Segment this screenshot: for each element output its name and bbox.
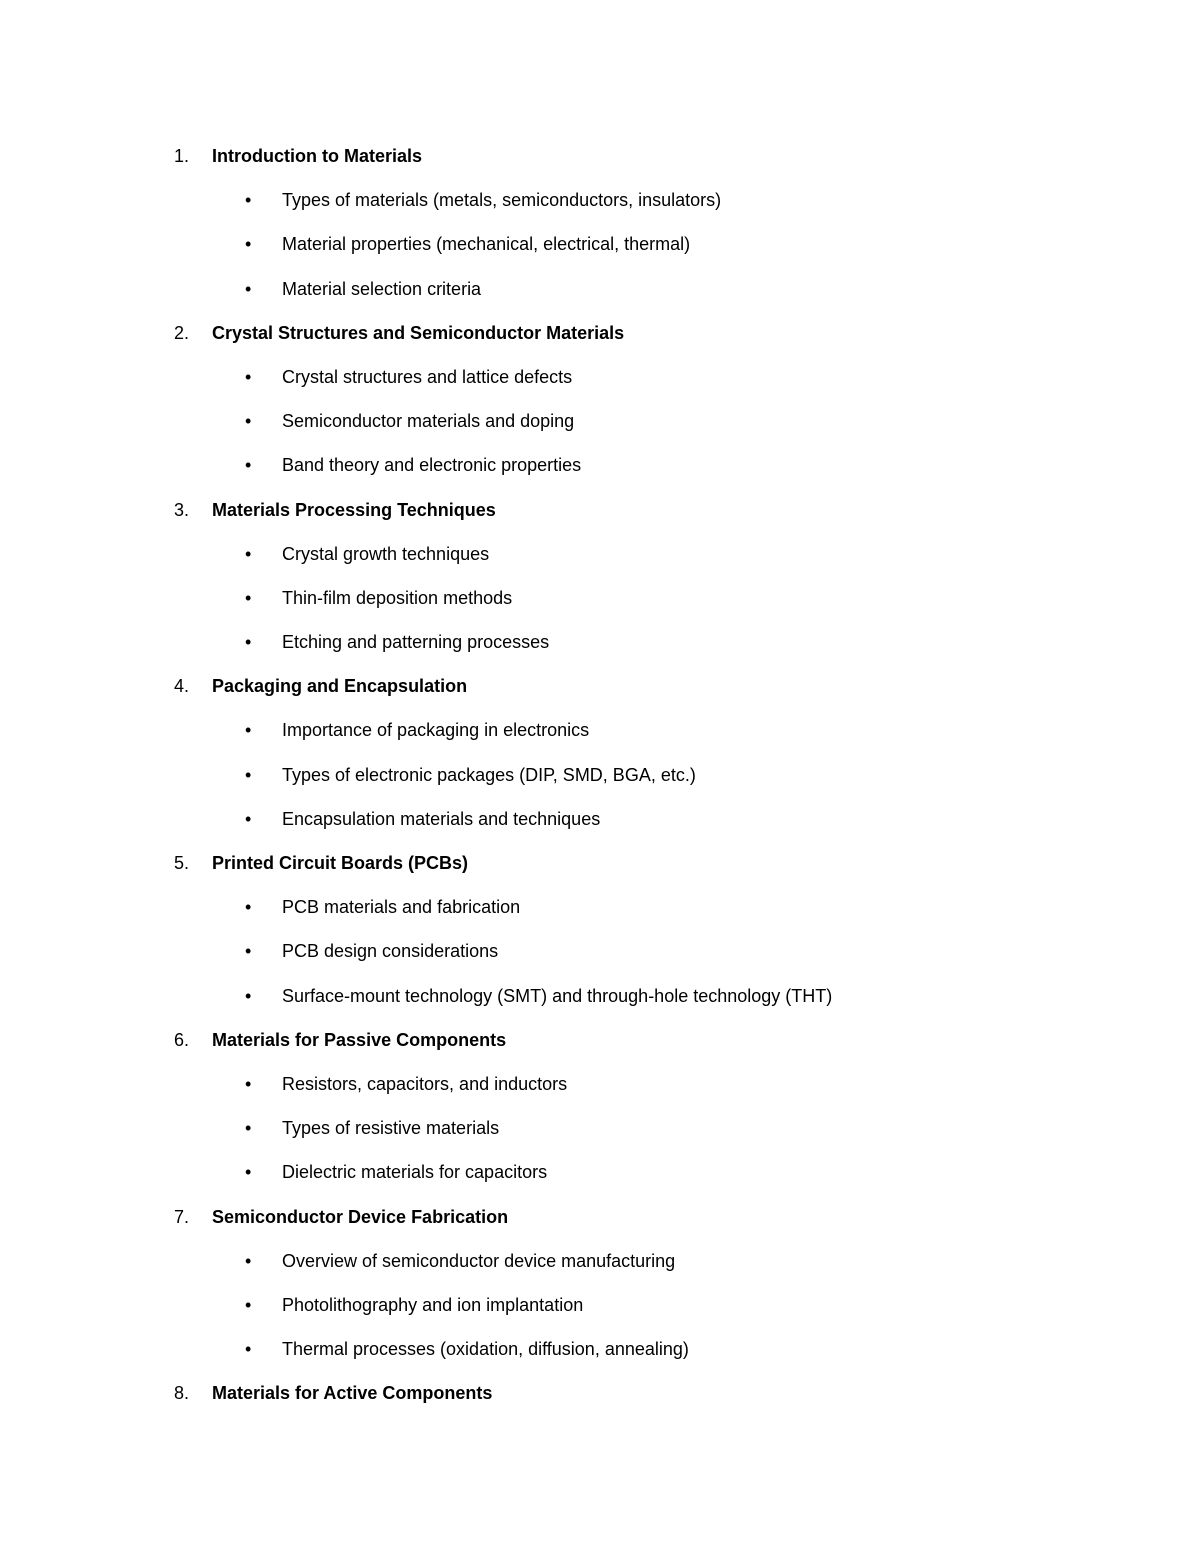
list-item — [0, 892, 1200, 936]
section-number: 4. — [174, 676, 190, 697]
bullet-icon: • — [245, 764, 252, 785]
list-item-text: Importance of packaging in electronics — [282, 720, 590, 741]
section-number: 3. — [174, 499, 190, 520]
list-item-text: Types of materials (metals, semiconductors, insulators) — [282, 190, 722, 211]
list-item — [0, 583, 1200, 627]
list-item-text: Overview of semiconductor device manufacturing — [282, 1250, 676, 1271]
list-item — [0, 450, 1200, 494]
section-title: Packaging and Encapsulation — [212, 676, 468, 697]
list-item-text: PCB design considerations — [282, 941, 499, 962]
section-title: Introduction to Materials — [212, 146, 423, 166]
list-item — [0, 406, 1200, 450]
bullet-icon: • — [245, 1339, 252, 1360]
section-heading-row — [0, 1202, 1200, 1246]
bullet-icon: • — [245, 411, 252, 432]
bullet-icon: • — [245, 543, 252, 564]
list-item — [0, 936, 1200, 980]
list-item-text: Crystal structures and lattice defects — [282, 366, 573, 387]
list-item — [0, 981, 1200, 1025]
list-item — [0, 1290, 1200, 1334]
list-item — [0, 804, 1200, 848]
list-item-text: Thin-film deposition methods — [282, 587, 513, 608]
section-title: Semiconductor Device Fabrication — [212, 1206, 509, 1227]
list-item-text: Types of electronic packages (DIP, SMD, BGA, etc.) — [282, 764, 696, 785]
list-item — [0, 274, 1200, 318]
list-item-text: Resistors, capacitors, and inductors — [282, 1073, 568, 1094]
section-number: 6. — [174, 1029, 190, 1050]
bullet-icon: • — [245, 1294, 252, 1315]
section-title: Materials Processing Techniques — [212, 499, 496, 520]
list-item-text: Encapsulation materials and techniques — [282, 808, 601, 829]
section-number: 7. — [174, 1206, 190, 1227]
list-item — [0, 1113, 1200, 1157]
list-item-text: Etching and patterning processes — [282, 632, 550, 653]
list-item-text: PCB materials and fabrication — [282, 897, 521, 918]
bullet-icon: • — [245, 808, 252, 829]
bullet-icon: • — [245, 1250, 252, 1271]
bullet-icon: • — [245, 632, 252, 653]
list-item — [0, 539, 1200, 583]
section-number: 5. — [174, 853, 190, 873]
section-number: 8. — [174, 1383, 190, 1404]
section-heading-row — [0, 671, 1200, 715]
section-heading-row — [0, 1378, 1200, 1422]
bullet-icon: • — [245, 1162, 252, 1183]
bullet-icon: • — [245, 234, 252, 255]
list-item — [0, 715, 1200, 759]
list-item — [0, 229, 1200, 273]
list-item — [0, 362, 1200, 406]
list-item — [0, 1334, 1200, 1378]
section-title: Crystal Structures and Semiconductor Materials — [212, 322, 625, 343]
bullet-icon: • — [245, 720, 252, 741]
section-heading-row — [0, 848, 1200, 892]
section-heading-row — [0, 495, 1200, 539]
bullet-icon: • — [245, 587, 252, 608]
list-item — [0, 185, 1200, 229]
section-heading-row — [0, 141, 1200, 185]
bullet-icon: • — [245, 278, 252, 299]
list-item — [0, 627, 1200, 671]
bullet-icon: • — [245, 985, 252, 1006]
list-item-text: Band theory and electronic properties — [282, 455, 582, 476]
section-number: 2. — [174, 322, 190, 343]
bullet-icon: • — [245, 1118, 252, 1139]
list-item-text: Types of resistive materials — [282, 1118, 500, 1139]
list-item-text: Thermal processes (oxidation, diffusion, annealing) — [282, 1339, 689, 1360]
bullet-icon: • — [245, 897, 252, 918]
section-heading-row — [0, 1025, 1200, 1069]
course-outline — [0, 141, 1200, 1422]
section-title: Materials for Active Components — [212, 1383, 493, 1404]
bullet-icon: • — [245, 941, 252, 962]
bullet-icon: • — [245, 366, 252, 387]
list-item-text: Material selection criteria — [282, 278, 482, 299]
list-item-text: Photolithography and ion implantation — [282, 1294, 584, 1315]
list-item — [0, 1246, 1200, 1290]
section-number: 1. — [174, 146, 190, 166]
section-title: Materials for Passive Components — [212, 1029, 507, 1050]
list-item-text: Surface-mount technology (SMT) and through-hole technology (THT) — [282, 985, 833, 1006]
bullet-icon: • — [245, 1073, 252, 1094]
list-item — [0, 1157, 1200, 1201]
list-item-text: Material properties (mechanical, electrical, thermal) — [282, 234, 691, 255]
list-item-text: Crystal growth techniques — [282, 543, 490, 564]
bullet-icon: • — [245, 190, 252, 211]
bullet-icon: • — [245, 455, 252, 476]
section-heading-row — [0, 318, 1200, 362]
list-item-text: Dielectric materials for capacitors — [282, 1162, 548, 1183]
list-item — [0, 760, 1200, 804]
section-title: Printed Circuit Boards (PCBs) — [212, 853, 469, 873]
list-item — [0, 1069, 1200, 1113]
list-item-text: Semiconductor materials and doping — [282, 411, 575, 432]
